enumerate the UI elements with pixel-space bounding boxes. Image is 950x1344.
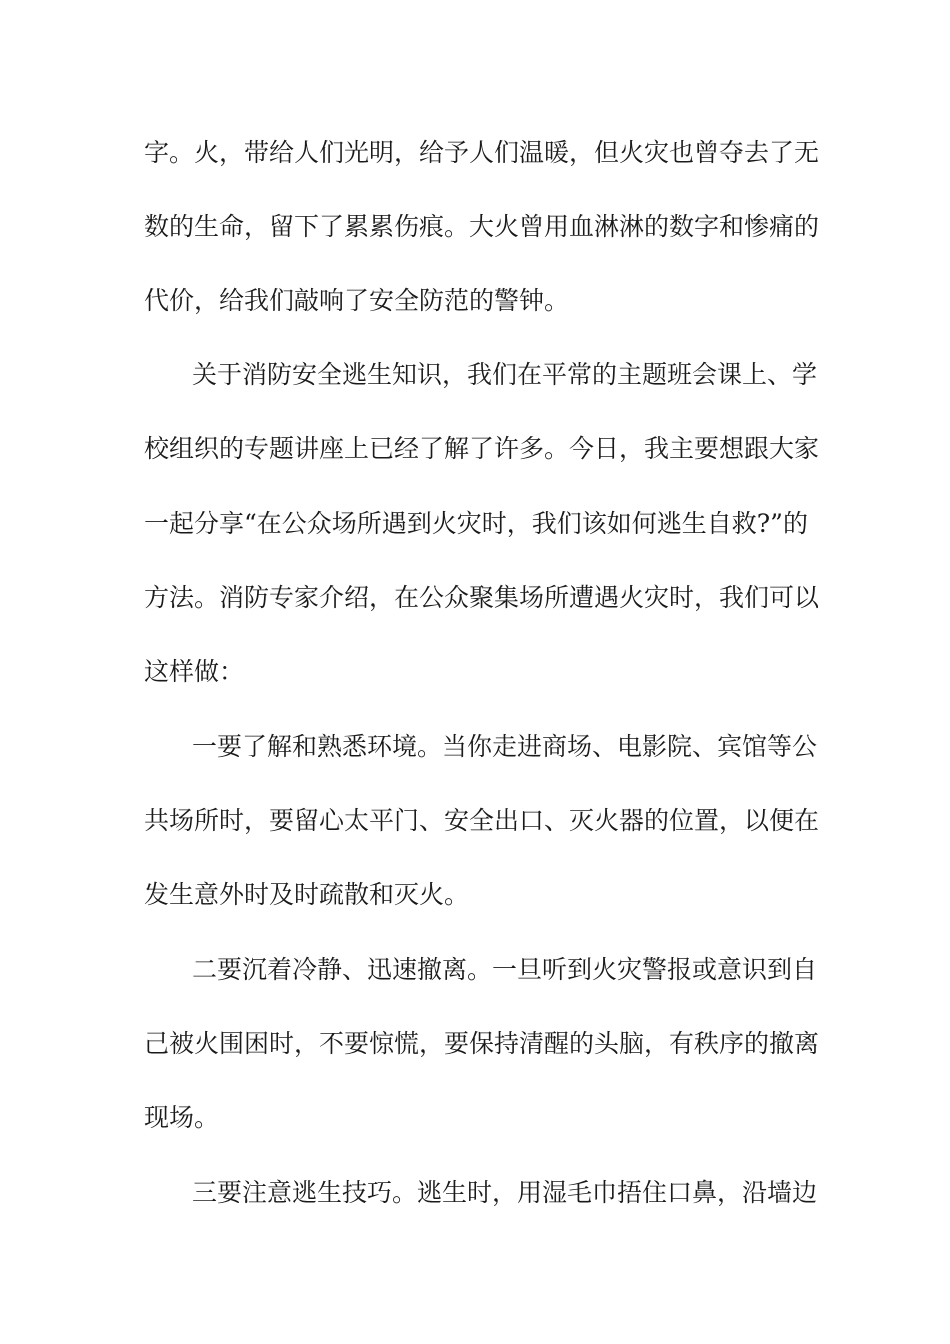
paragraph-line: 数的生命，留下了累累伤痕。大火曾用血淋淋的数字和惨痛的 [144,212,820,241]
paragraph-line: 关于消防安全逃生知识，我们在平常的主题班会课上、学 [192,360,818,389]
paragraph-line: 二要沉着冷静、迅速撤离。一旦听到火灾警报或意识到自 [192,955,818,984]
paragraph-line: 三要注意逃生技巧。逃生时，用湿毛巾捂住口鼻，沿墙边 [192,1178,818,1207]
paragraph-line: 校组织的专题讲座上已经了解了许多。今日，我主要想跟大家 [144,434,820,463]
paragraph-line: 一起分享“在公众场所遇到火灾时，我们该如何逃生自救?”的 [144,509,808,538]
paragraph-line: 现场。 [144,1103,220,1132]
paragraph-line: 己被火围困时，不要惊慌，要保持清醒的头脑，有秩序的撤离 [144,1029,820,1058]
paragraph-line: 方法。消防专家介绍，在公众聚集场所遭遇火灾时，我们可以 [144,583,820,612]
paragraph-line: 发生意外时及时疏散和灭火。 [144,880,470,909]
paragraph-line: 字。火，带给人们光明，给予人们温暖，但火灾也曾夺去了无 [144,138,820,167]
paragraph-line: 一要了解和熟悉环境。当你走进商场、电影院、宾馆等公 [192,732,818,761]
paragraph-line: 共场所时，要留心太平门、安全出口、灭火器的位置，以便在 [144,806,820,835]
paragraph-line: 代价，给我们敲响了安全防范的警钟。 [144,286,570,315]
paragraph-line: 这样做： [144,657,245,686]
